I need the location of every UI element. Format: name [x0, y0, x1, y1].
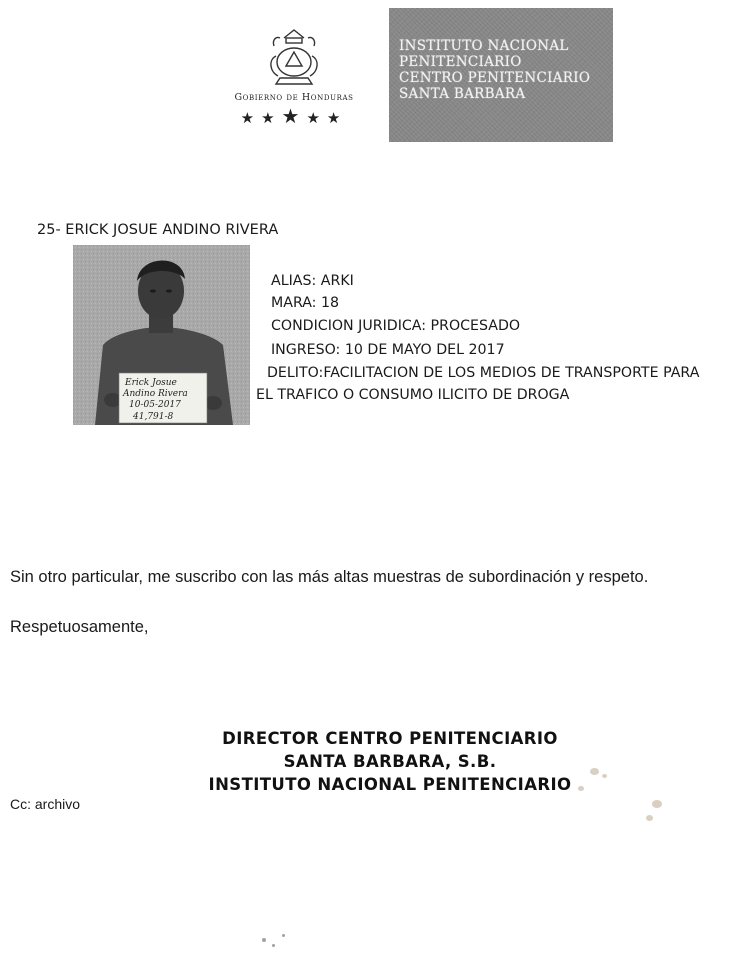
placard-name-line: Andino Rivera	[123, 389, 188, 399]
government-name: Gobierno de Honduras	[234, 92, 354, 103]
signature-institution: INSTITUTO NACIONAL PENITENCIARIO	[208, 775, 572, 794]
institution-stamp	[389, 8, 613, 142]
offense-field-line2: EL TRAFICO O CONSUMO ILICITO DE DROGA	[256, 387, 570, 403]
scan-speck	[578, 786, 584, 791]
placard-name-line: Erick Josue	[125, 378, 177, 388]
scan-speck	[602, 774, 607, 778]
scan-speck	[282, 934, 285, 937]
stamp-line: SANTA BARBARA	[399, 86, 526, 102]
mara-field: MARA: 18	[271, 295, 340, 311]
placard-date: 10-05-2017	[129, 400, 181, 410]
inmate-heading: 25- ERICK JOSUE ANDINO RIVERA	[37, 222, 279, 238]
signature-title: DIRECTOR CENTRO PENITENCIARIO	[222, 729, 558, 748]
scan-speck	[590, 768, 599, 775]
stamp-line: PENITENCIARIO	[399, 54, 522, 70]
stamp-line: INSTITUTO NACIONAL	[399, 38, 569, 54]
scan-speck	[272, 944, 275, 947]
scan-speck	[262, 938, 266, 942]
closing-paragraph: Sin otro particular, me suscribo con las más altas muestras de subordinación y respeto.	[10, 568, 649, 586]
scan-speck	[652, 800, 662, 808]
stamp-line: CENTRO PENITENCIARIO	[399, 70, 591, 86]
cc-note: Cc: archivo	[10, 796, 81, 812]
alias-field: ALIAS: ARKI	[271, 273, 354, 289]
placard-number: 41,791-8	[133, 412, 174, 422]
salutation: Respetuosamente,	[10, 618, 149, 636]
offense-field-line1: DELITO:FACILITACION DE LOS MEDIOS DE TRANSPORTE PARA	[267, 365, 700, 381]
five-stars-emblem: ★★★★★	[240, 104, 348, 128]
admission-date-field: INGRESO: 10 DE MAYO DEL 2017	[271, 342, 505, 358]
coat-of-arms-seal	[262, 26, 326, 90]
legal-condition-field: CONDICION JURIDICA: PROCESADO	[271, 318, 521, 334]
inmate-photo	[73, 245, 250, 425]
scan-speck	[646, 815, 653, 821]
signature-location: SANTA BARBARA, S.B.	[283, 752, 497, 771]
